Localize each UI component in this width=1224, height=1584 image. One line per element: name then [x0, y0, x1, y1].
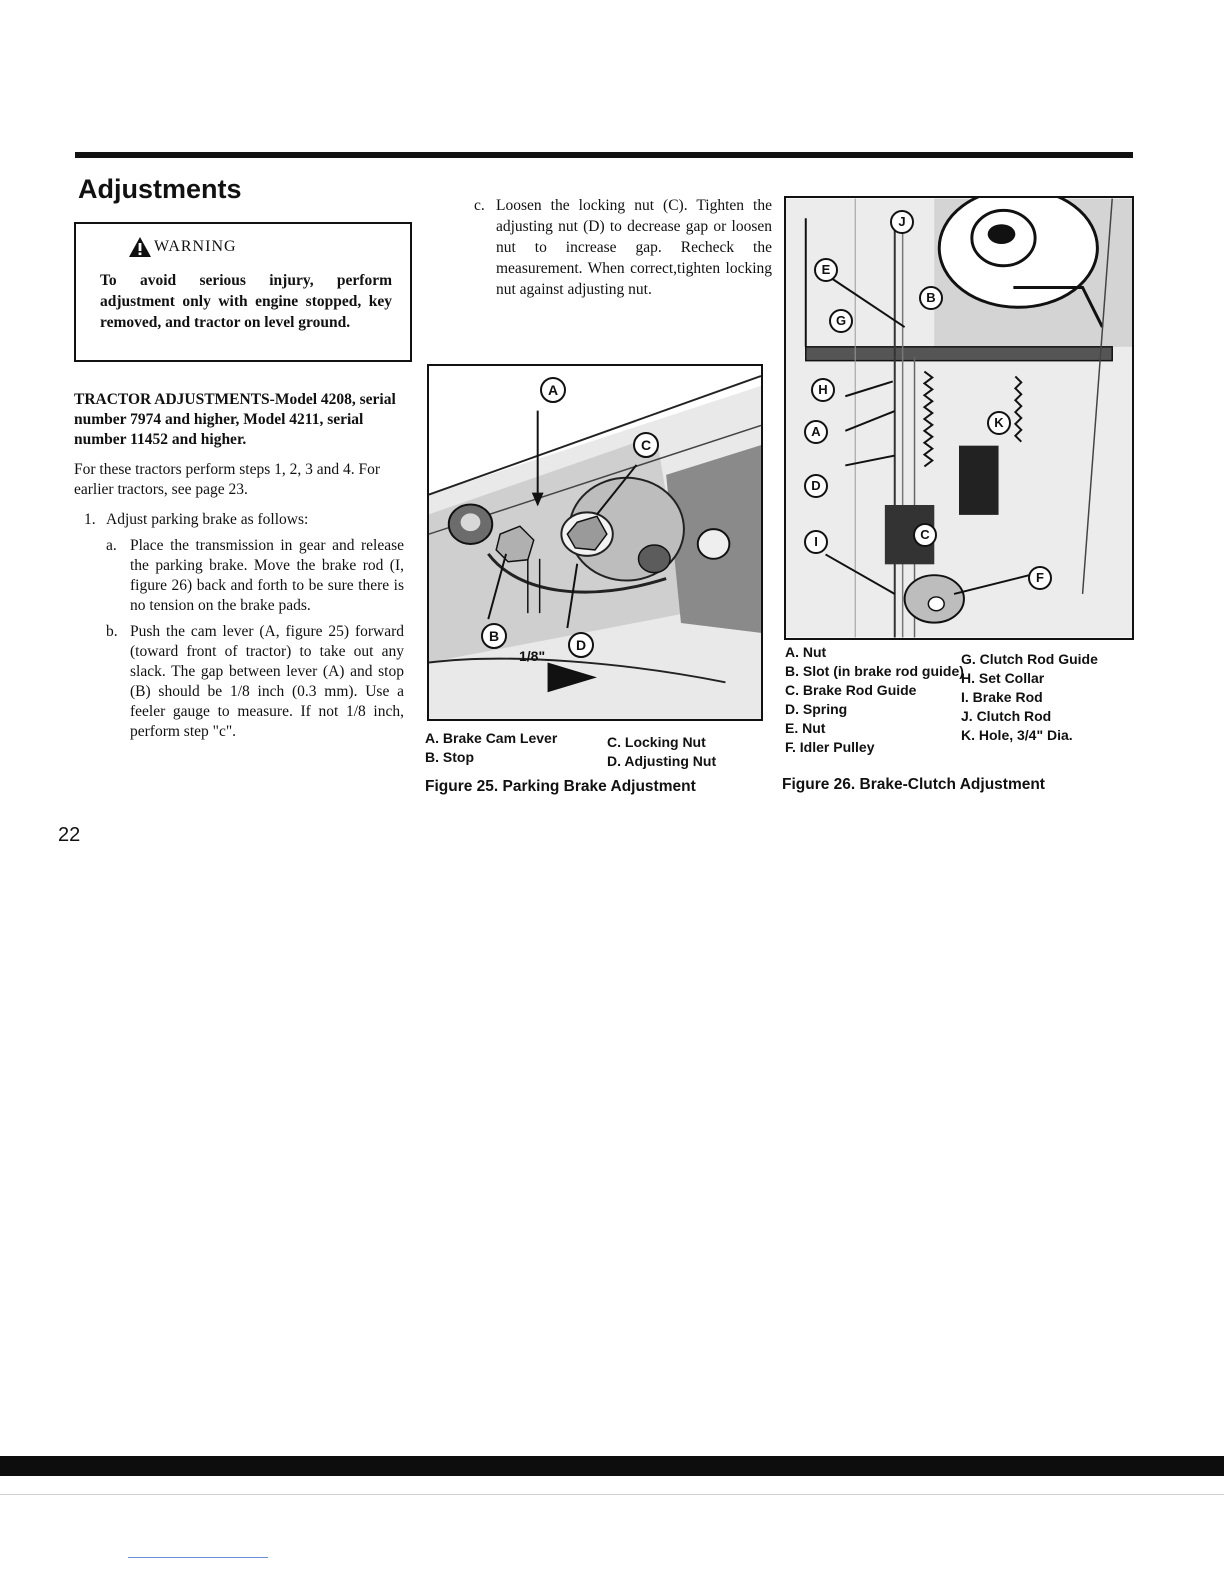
warning-triangle-icon	[128, 236, 152, 258]
parking-brake-illustration	[429, 366, 761, 719]
figure-25-caption: Figure 25. Parking Brake Adjustment	[425, 778, 696, 795]
legend-item: A. Nut	[785, 644, 827, 660]
warning-header	[128, 236, 237, 258]
warning-title: WARNING	[154, 238, 237, 255]
figure-26-legend-right	[961, 650, 1098, 745]
bottom-thin-rule	[0, 1494, 1224, 1495]
figure-25-legend-left	[425, 729, 557, 767]
top-rule	[75, 152, 1133, 158]
page-title: Adjustments	[78, 174, 242, 204]
legend-item: A. Brake Cam Lever	[425, 730, 558, 746]
callout-b: B	[481, 623, 507, 649]
bottom-rule	[0, 1456, 1224, 1476]
gap-label: 1/8"	[519, 648, 546, 664]
step-c-text: Loosen the locking nut (C). Tighten the adjusting nut (D) to decrease gap or loosen nut to increase gap. Recheck the measurement. When correct,tighten locking nut against adjusting nut.	[496, 197, 772, 298]
callout-g: G	[829, 309, 853, 333]
section-intro: For these tractors perform steps 1, 2, 3 and 4. For earlier tractors, see page 23.	[74, 461, 381, 498]
callout-c: C	[633, 432, 659, 458]
legend-item: E. Nut	[785, 720, 826, 736]
section-subheading: TRACTOR ADJUSTMENTS-Model 4208, serial number 7974 and higher, Model 4211, serial number 11452 and higher.	[74, 391, 396, 448]
figure-25-image	[427, 364, 763, 721]
legend-item: B. Slot (in brake rod guide)	[785, 663, 964, 679]
step-c-letter: c.	[474, 197, 485, 214]
legend-item: G. Clutch Rod Guide	[961, 651, 1098, 667]
callout-i: I	[804, 530, 828, 554]
legend-item: F. Idler Pulley	[785, 739, 875, 755]
step-a-letter: a.	[106, 537, 117, 554]
step-b-text: Push the cam lever (A, figure 25) forward (toward front of tractor) to take out any slack. The gap between lever (A) and stop (B) should be 1/8 inch (0.3 mm). Use a feeler gauge to measure. If not 1/8 inch, perform step "c".	[130, 623, 404, 740]
figure-26-image	[784, 196, 1134, 640]
step-1-number: 1.	[84, 511, 96, 528]
legend-item: J. Clutch Rod	[961, 708, 1052, 724]
callout-d: D	[804, 474, 828, 498]
step-a	[74, 536, 404, 616]
figure-25-legend-right	[607, 733, 716, 771]
legend-item: H. Set Collar	[961, 670, 1045, 686]
step-c	[474, 195, 772, 300]
legend-item: I. Brake Rod	[961, 689, 1043, 705]
callout-d: D	[568, 632, 594, 658]
warning-text: To avoid serious injury, perform adjustment only with engine stopped, key removed, and tractor on level ground.	[100, 272, 392, 331]
callout-b: B	[919, 286, 943, 310]
warning-box	[74, 222, 412, 362]
legend-item: C. Locking Nut	[607, 734, 706, 750]
legend-item: D. Spring	[785, 701, 848, 717]
step-a-text: Place the transmission in gear and release the parking brake. Move the brake rod (I, figure 26) back and forth to be sure there is no tension on the brake pads.	[130, 537, 404, 614]
step-b-letter: b.	[106, 623, 118, 640]
figure-26-legend-left	[785, 643, 964, 757]
callout-j: J	[890, 210, 914, 234]
step-1	[74, 510, 404, 530]
callout-e: E	[814, 258, 838, 282]
legend-item: D. Adjusting Nut	[607, 753, 717, 769]
legend-item: C. Brake Rod Guide	[785, 682, 917, 698]
callout-a: A	[540, 377, 566, 403]
footer-link-line	[128, 1557, 268, 1558]
callout-f: F	[1028, 566, 1052, 590]
left-column	[74, 390, 404, 748]
page-number: 22	[58, 824, 81, 846]
callout-k: K	[987, 411, 1011, 435]
figure-26-caption: Figure 26. Brake-Clutch Adjustment	[782, 776, 1045, 793]
callout-c: C	[913, 523, 937, 547]
brake-clutch-illustration	[786, 198, 1132, 638]
legend-item: B. Stop	[425, 749, 474, 765]
legend-item: K. Hole, 3/4" Dia.	[961, 727, 1073, 743]
step-b	[74, 622, 404, 742]
step-1-text: Adjust parking brake as follows:	[106, 511, 309, 528]
callout-h: H	[811, 378, 835, 402]
callout-a: A	[804, 420, 828, 444]
